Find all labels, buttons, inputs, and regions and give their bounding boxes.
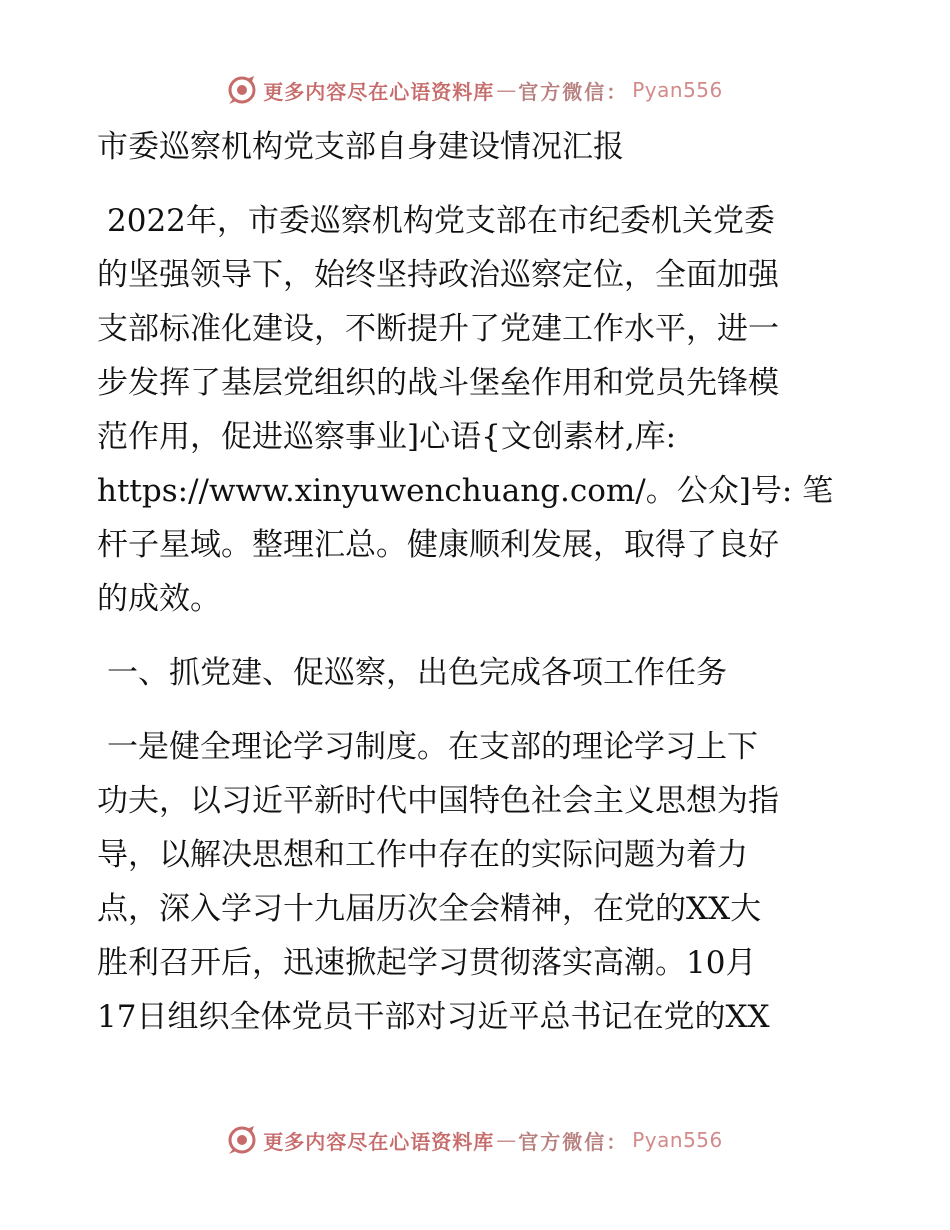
paragraph-line: https://www.xinyuwenchuang.com/。公众]号: 笔 <box>97 473 834 509</box>
paragraph-line: 的成效。 <box>97 581 221 617</box>
paragraph-line: 步发挥了基层党组织的战斗堡垒作用和党员先锋模 <box>97 365 779 401</box>
paragraph-line: 杆子星域。整理汇总。健康顺利发展，取得了良好 <box>97 527 779 563</box>
footer-watermark-banner <box>0 1120 950 1160</box>
paragraph-2 <box>97 720 857 1044</box>
banner-main-text: 更多内容尽在心语资料库 <box>263 79 495 104</box>
banner-official-label: 官方微信： <box>518 79 629 104</box>
brush-pen-circle-logo-icon <box>227 75 257 105</box>
header-watermark-banner <box>0 70 950 110</box>
section-heading: 一、抓党建、促巡察，出色完成各项工作任务 <box>107 655 727 691</box>
document-body <box>97 120 857 1044</box>
banner-dash: — <box>496 78 517 102</box>
paragraph-line: 2022年，市委巡察机构党支部在市纪委机关党委 <box>107 203 775 239</box>
paragraph-line: 范作用，促进巡察事业]心语{文创素材,库: <box>97 419 677 455</box>
banner-wechat-id: Pyan556 <box>632 1128 723 1152</box>
brush-pen-circle-logo-icon <box>227 1125 257 1155</box>
banner-dash: — <box>496 1128 517 1152</box>
paragraph-line: 支部标准化建设，不断提升了党建工作水平，进一 <box>97 311 779 347</box>
paragraph-line: 一是健全理论学习制度。在支部的理论学习上下 <box>107 729 758 765</box>
paragraph-1 <box>97 194 857 626</box>
banner-main-text: 更多内容尽在心语资料库 <box>263 1129 495 1154</box>
paragraph-line: 的坚强领导下，始终坚持政治巡察定位，全面加强 <box>97 257 779 293</box>
paragraph-line: 导，以解决思想和工作中存在的实际问题为着力 <box>97 837 748 873</box>
banner-wechat-id: Pyan556 <box>632 78 723 102</box>
banner-official-label: 官方微信： <box>518 1129 629 1154</box>
paragraph-line: 胜利召开后，迅速掀起学习贯彻落实高潮。10月 <box>97 945 757 981</box>
paragraph-line: 功夫，以习近平新时代中国特色社会主义思想为指 <box>97 783 779 819</box>
paragraph-line: 点，深入学习十九届历次全会精神，在党的XX大 <box>97 891 762 927</box>
document-title: 市委巡察机构党支部自身建设情况汇报 <box>97 129 624 165</box>
paragraph-line: 17日组织全体党员干部对习近平总书记在党的XX <box>97 999 770 1035</box>
